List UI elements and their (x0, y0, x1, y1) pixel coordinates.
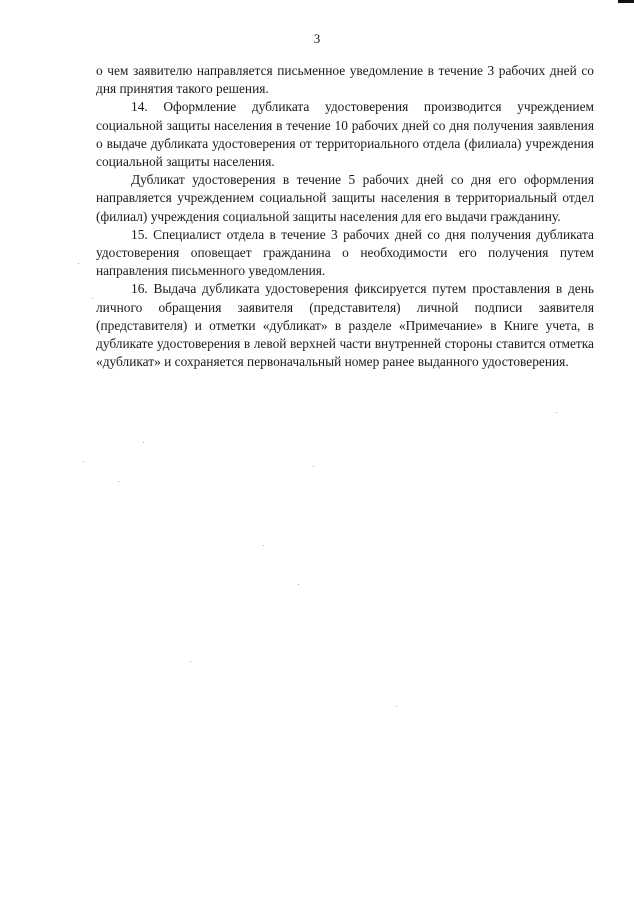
paragraph-duplicate-sending: Дубликат удостоверения в течение 5 рабочих дней со дня его оформления направляется учреждением социальной защиты населения в территориальный отдел (филиал) учреждения социальной защиты населения для его выдачи гражданину. (96, 172, 594, 224)
scan-speck (143, 442, 144, 443)
scan-speck (92, 298, 93, 299)
scan-speck (313, 466, 314, 467)
scan-speck (83, 461, 84, 462)
paragraph-item-16: 16. Выдача дубликата удостоверения фиксируется путем проставления в день личного обращения заявителя (представителя) личной подписи заявителя (представителя) и отметки «дубликат» в разделе «Примечание» в Книге учета, в дубликате удостоверения в левой верхней части внутренней стороны ставится отметка «дубликат» и сохраняется первоначальный номер ранее выданного удостоверения. (96, 281, 594, 370)
paragraph-continuation: о чем заявителю направляется письменное уведомление в течение 3 рабочих дней со дня принятия такого решения. (96, 63, 594, 97)
scan-speck (263, 545, 264, 546)
page-number: 3 (313, 31, 321, 46)
scan-speck (396, 706, 397, 707)
corner-scan-mark (618, 0, 634, 3)
scan-speck (118, 481, 119, 482)
scan-speck (556, 412, 557, 413)
paragraph-item-14: 14. Оформление дубликата удостоверения производится учреждением социальной защиты населения в течение 10 рабочих дней со дня получения заявления о выдаче дубликата удостоверения от территориального отдела (филиала) учреждения социальной защиты населения. (96, 99, 594, 170)
scan-speck (78, 263, 79, 264)
paragraph-item-15: 15. Специалист отдела в течение 3 рабочих дней со дня получения дубликата удостоверения оповещает гражданина о необходимости его получения путем направления письменного уведомления. (96, 226, 594, 279)
scan-speck (298, 584, 299, 585)
document-body (96, 62, 594, 371)
scan-speck (190, 661, 191, 662)
